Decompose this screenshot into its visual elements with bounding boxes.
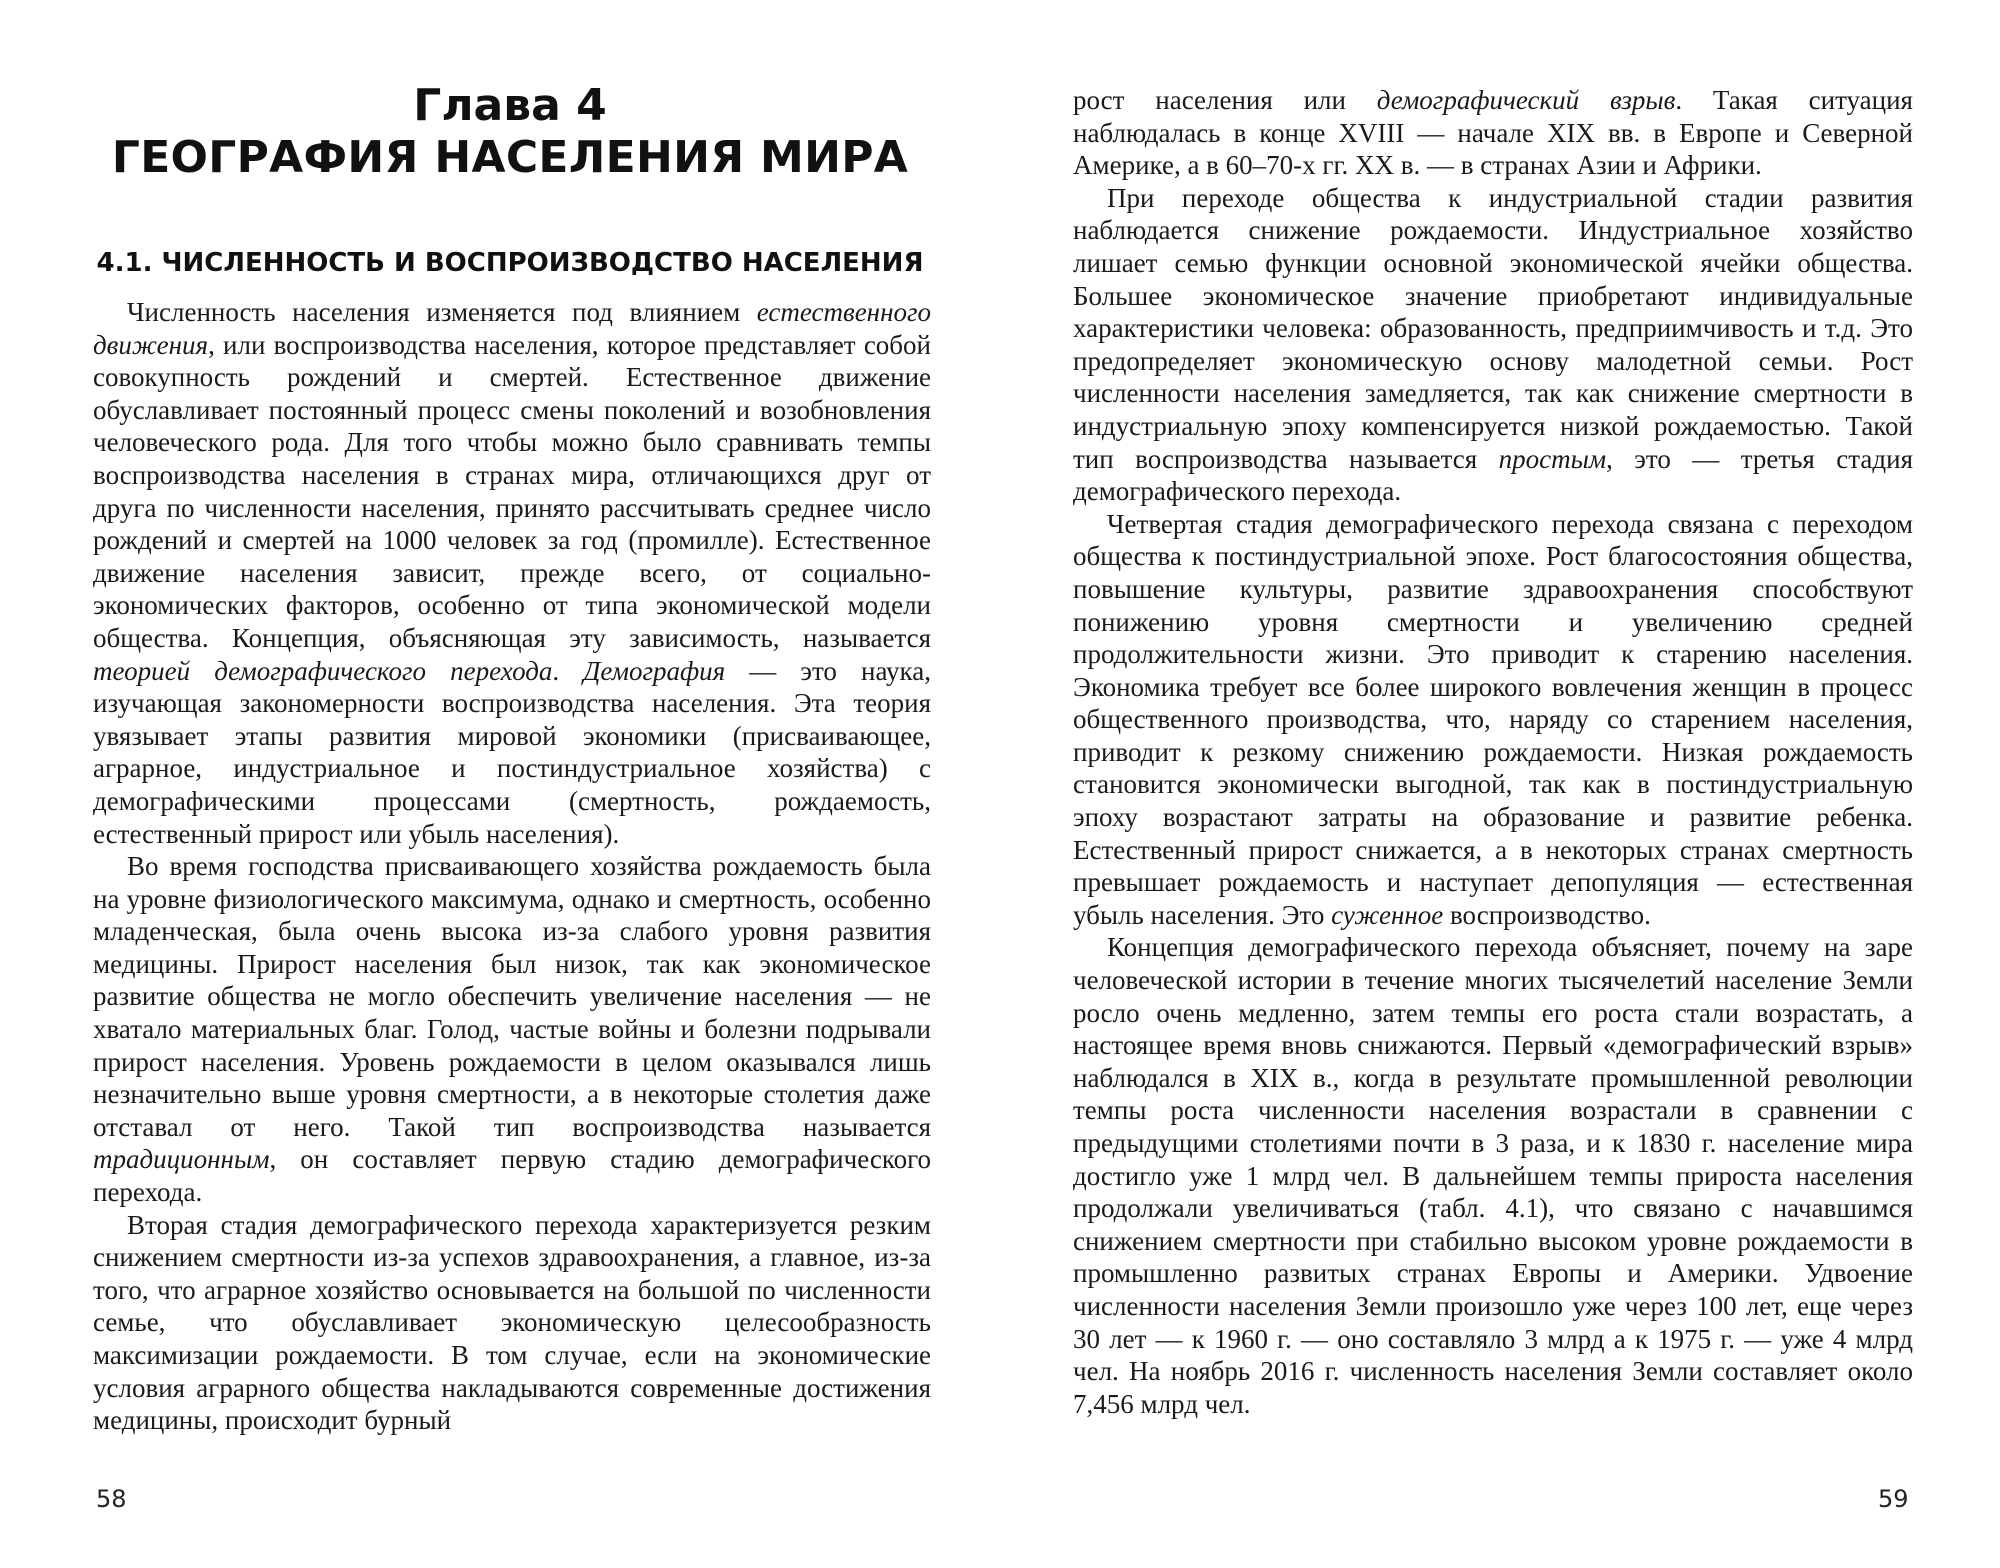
- text-run: , или воспроизводства населения, которое представляет собой совокупность рождений и смертей. Естественное движение обуславливает постоянный процесс смены поколений и возобновления человеческого рода. Для того чтобы можно было сравнивать темпы воспроизводства населения в странах мира, отличающихся друг от друга по численности населения, принято рассчитывать среднее число рождений и смертей на 1000 человек за год (промилле). Естественное движение населения зависит, прежде всего, от социально-экономических факторов, особенно от типа экономической модели общества. Концепция, объясняющая эту зависимость, называется: [93, 329, 931, 653]
- paragraph: [1073, 84, 1913, 182]
- italic-term: естественного движения: [93, 297, 931, 360]
- page-number-right: 59: [1878, 1485, 1909, 1513]
- page-number-left: 58: [96, 1485, 127, 1513]
- paragraph: [1073, 931, 1913, 1420]
- right-page-body: [1073, 84, 1913, 1420]
- italic-term: простым: [1498, 443, 1607, 474]
- text-run: рост населения или: [1073, 85, 1377, 115]
- paragraph: [93, 1209, 931, 1437]
- italic-term: традиционным: [93, 1144, 270, 1175]
- italic-term: теорией демографического перехода: [93, 655, 553, 686]
- left-page-body: [93, 296, 931, 1437]
- paragraph: [1073, 182, 1913, 508]
- text-run: Вторая стадия демографического перехода характеризуется резким снижением смертности из-за успехов здравоохранения, а главное, из-за того, что аграрное хозяйство основывается на большой по численности семье, что обуславливает экономическую целесообразность максимизации рождаемости. В том случае, если на экономические условия аграрного общества накладываются современные достижения медицины, происходит бурный: [93, 1209, 931, 1436]
- text-run: , он составляет первую стадию демографического перехода.: [93, 1144, 931, 1208]
- text-run: При переходе общества к индустриальной стадии развития наблюдается снижение рождаемости. Индустриальное хозяйство лишает семью функции основной экономической ячейки общества. Большее экономическое значение приобретают индивидуальные характеристики человека: образованность, предприимчивость и т.д. Это предопределяет экономическую основу малодетной семьи. Рост численности населения замедляется, так как снижение смертности в индустриальную эпоху компенсируется низкой рождаемостью. Такой тип воспроизводства называется: [1073, 182, 1913, 474]
- italic-term: Демография: [583, 655, 726, 686]
- text-run: воспроизводство.: [1443, 899, 1651, 930]
- right-page: [1000, 0, 2000, 1568]
- text-run: . Такая ситуация наблюдалась в конце XVIII — начале XIX вв. в Европе и Северной Америке, а в 60–70-х гг. XX в. — в странах Азии и Африки.: [1073, 85, 1913, 181]
- chapter-heading: [90, 80, 930, 184]
- italic-term: суженное: [1331, 899, 1444, 930]
- chapter-title: ГЕОГРАФИЯ НАСЕЛЕНИЯ МИРА: [111, 132, 909, 183]
- text-run: .: [552, 655, 584, 686]
- chapter-label: Глава 4: [413, 80, 607, 131]
- text-run: — это наука, изучающая закономерности воспроизводства населения. Эта теория увязывает этапы развития мировой экономики (присваивающее, аграрное, индустриальное и постиндустриальное хозяйства) с демографическими процессами (смертность, рождаемость, естественный прирост или убыль населения).: [93, 655, 931, 849]
- text-run: Во время господства присваивающего хозяйства рождаемость была на уровне физиологического максимума, однако и смертность, особенно младенческая, была очень высока из-за слабого уровня развития медицины. Прирост населения был низок, так как экономическое развитие общества не могло обеспечить увеличение населения — не хватало материальных благ. Голод, частые войны и болезни подрывали прирост населения. Уровень рождаемости в целом оказывался лишь незначительно выше уровня смертности, а в некоторые столетия даже отставал от него. Такой тип воспроизводства называется: [93, 851, 931, 1142]
- paragraph: [93, 850, 931, 1209]
- text-run: Четвертая стадия демографического перехода связана с переходом общества к постиндустриальной эпохе. Рост благосостояния общества, повышение культуры, развитие здравоохранения способствуют понижению уровня смертности и увеличению средней продолжительности жизни. Это приводит к старению населения. Экономика требует все более широкого вовлечения женщин в процесс общественного производства, что, наряду со старением населения, приводит к резкому снижению рождаемости. Низкая рождаемость становится экономически выгодной, так как в постиндустриальную эпоху возрастают затраты на образование и развитие ребенка. Естественный прирост снижается, а в некоторых странах смертность превышает рождаемость и наступает депопуляция — естественная убыль населения. Это: [1073, 508, 1913, 930]
- italic-term: демографический взрыв: [1376, 85, 1676, 115]
- text-run: Концепция демографического перехода объясняет, почему на заре человеческой истории в течение многих тысячелетий население Земли росло очень медленно, затем темпы его роста стали возрастать, а настоящее время вновь снижаются. Первый «демографический взрыв» наблюдался в XIX в., когда в результате промышленной революции темпы роста численности населения возрастали в сравнении с предыдущими столетиями почти в 3 раза, и к 1830 г. население мира достигло уже 1 млрд чел. В дальнейшем темпы прироста населения продолжали увеличиваться (табл. 4.1), что связано с начавшимся снижением смертности при стабильно высоком уровне рождаемости в промышленно развитых странах Европы и Америки. Удвоение численности населения Земли произошло уже через 100 лет, еще через 30 лет — к 1960 г. — оно составляло 3 млрд а к 1975 г. — уже 4 млрд чел. На ноябрь 2016 г. численность населения Земли составляет около 7,456 млрд чел.: [1073, 932, 1913, 1419]
- text-run: , это — третья стадия демографического перехода.: [1073, 443, 1913, 507]
- text-run: Численность населения изменяется под влиянием: [127, 297, 757, 327]
- paragraph: [93, 296, 931, 850]
- paragraph: [1073, 508, 1913, 932]
- section-title: 4.1. ЧИСЛЕННОСТЬ И ВОСПРОИЗВОДСТВО НАСЕЛЕНИЯ: [96, 248, 924, 278]
